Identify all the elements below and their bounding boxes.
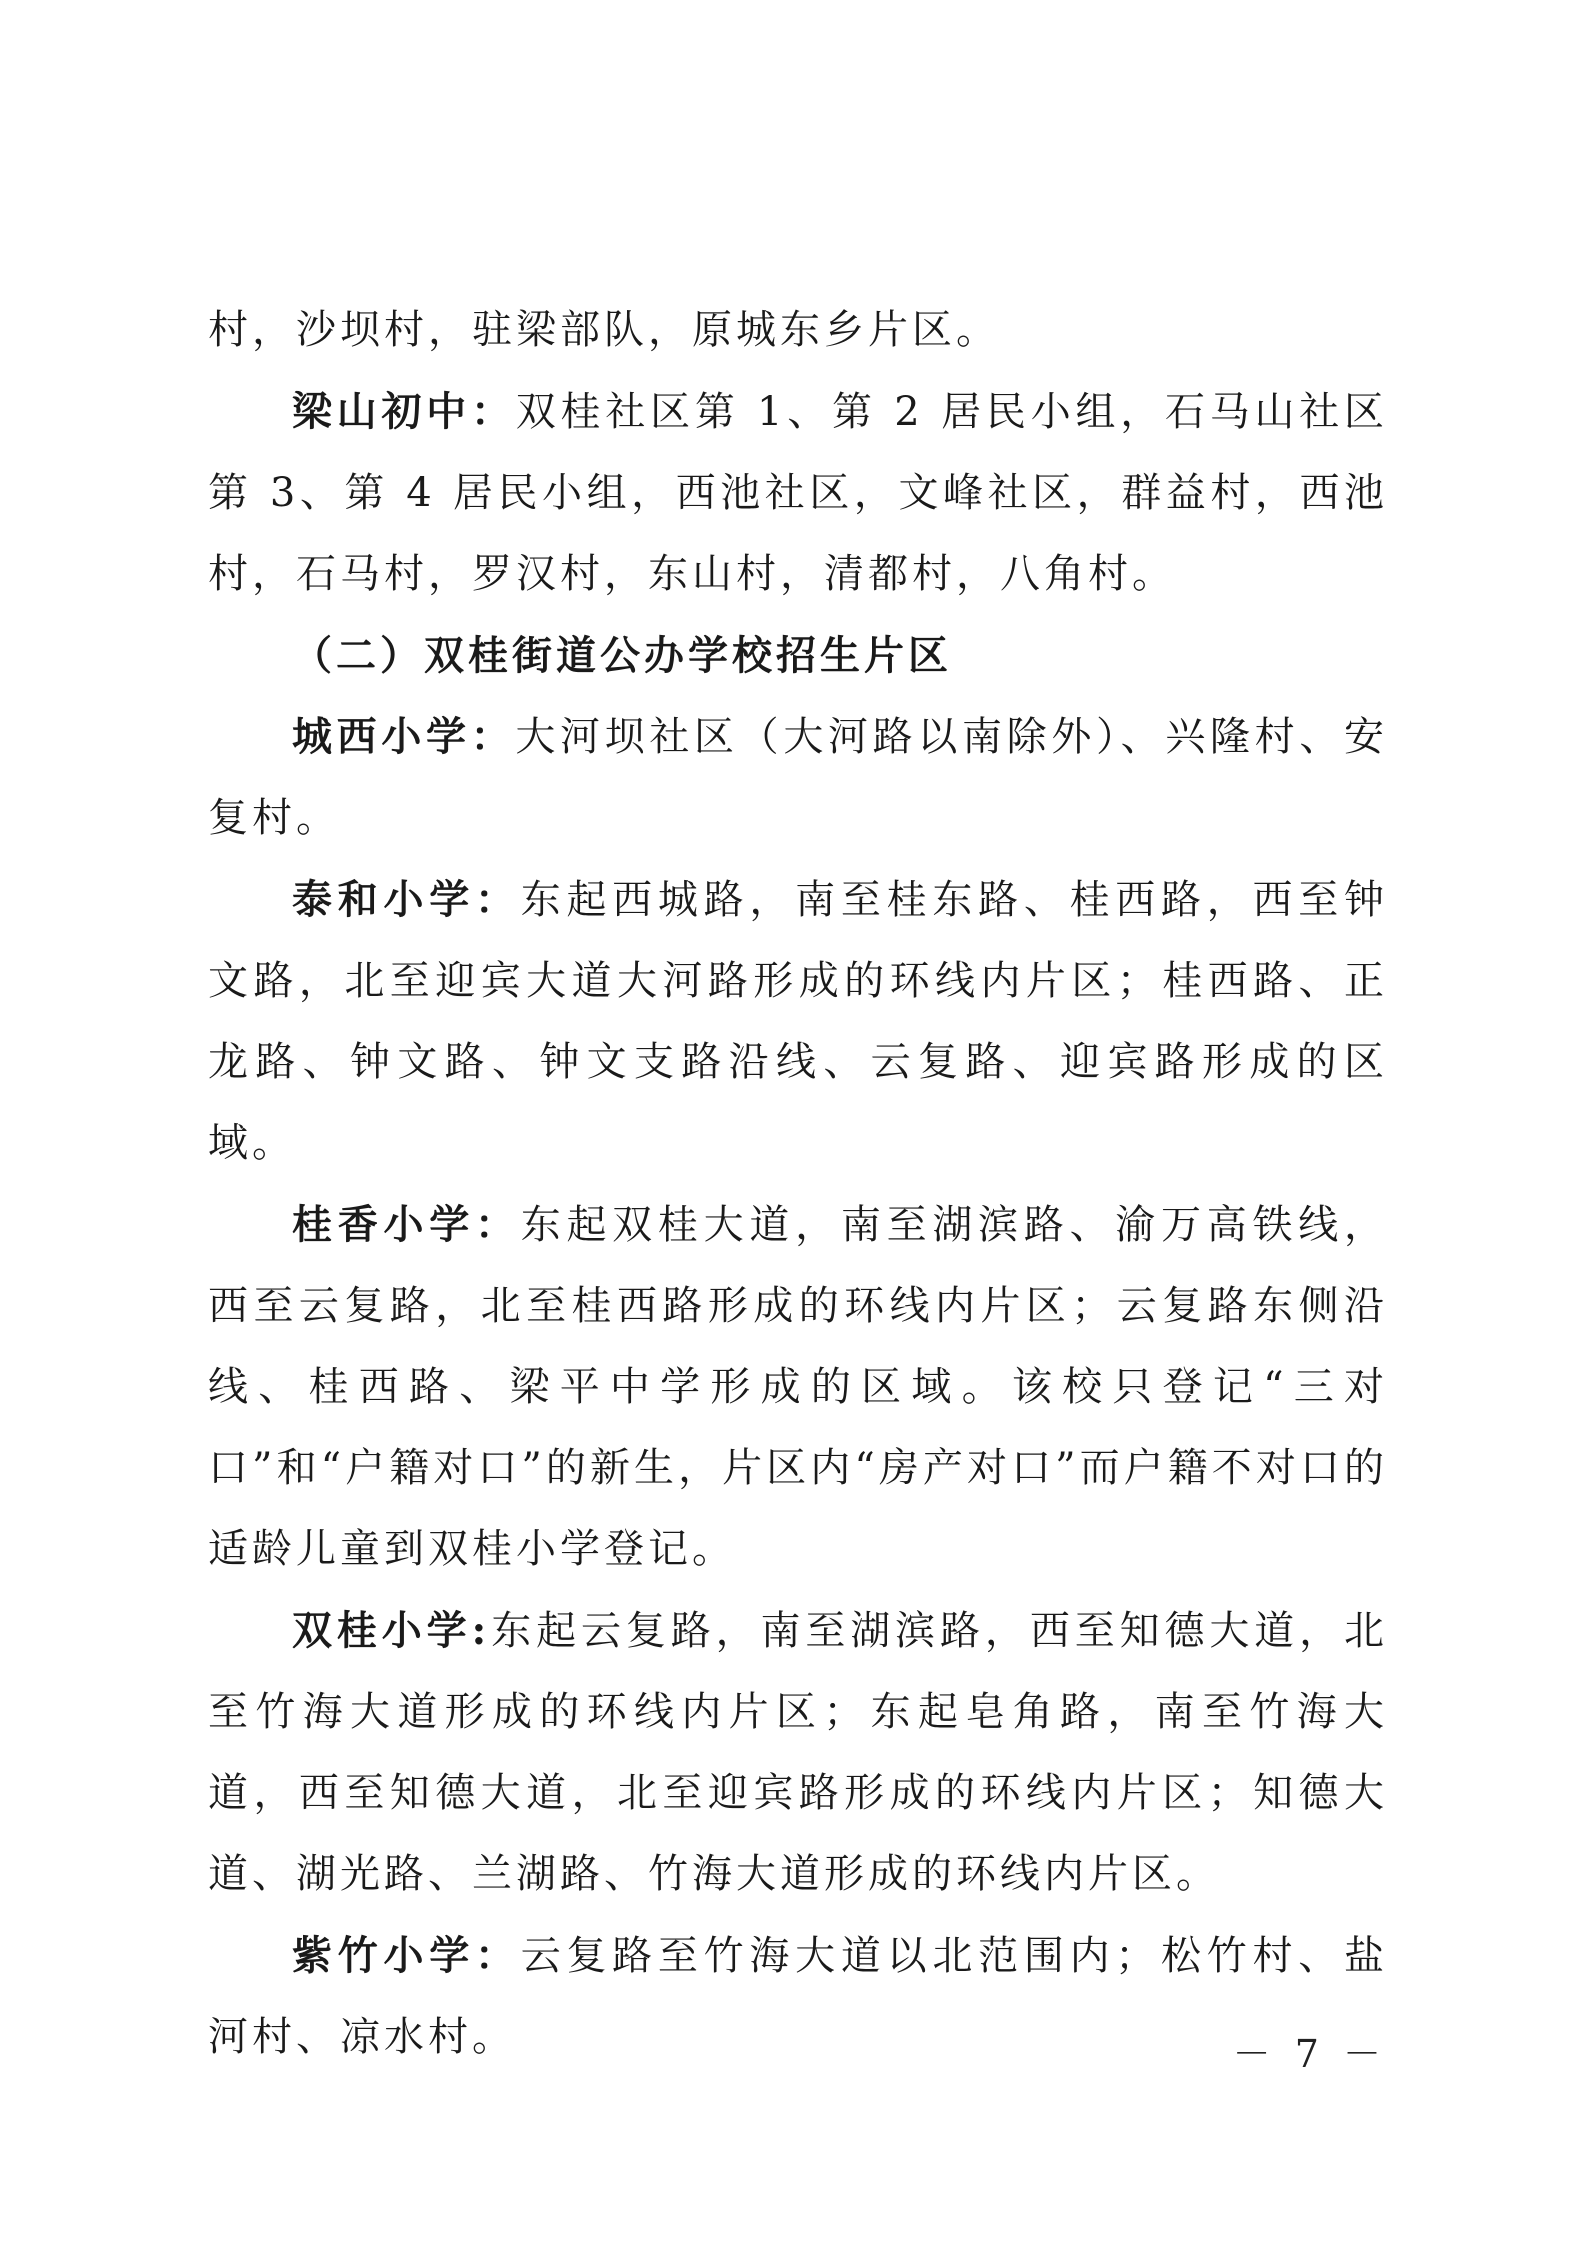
paragraph-text: 大河坝社区（大河路以南除外）、兴隆村、安复村。 — [208, 714, 1389, 841]
paragraph-chengxi-primary — [208, 696, 1388, 859]
paragraph-continuation — [208, 290, 1388, 371]
school-name: 梁山初中： — [292, 388, 516, 435]
section-heading-text: （二）双桂街道公办学校招生片区 — [292, 632, 952, 679]
paragraph-shuanggui-primary — [208, 1590, 1388, 1915]
document-body — [208, 290, 1388, 2078]
paragraph-text: 云复路至竹海大道以北范围内；松竹村、盐河村、凉水村。 — [208, 1933, 1389, 2060]
school-name: 紫竹小学： — [292, 1932, 521, 1979]
school-name: 双桂小学: — [292, 1607, 491, 1654]
paragraph-zizhu-primary — [208, 1915, 1388, 2078]
paragraph-text: 东起双桂大道，南至湖滨路、渝万高铁线，西至云复路，北至桂西路形成的环线内片区；云复路东侧沿线、桂西路、梁平中学形成的区域。该校只登记“三对口”和“户籍对口”的新生，片区内“房产对口”而户籍不对口的适龄儿童到双桂小学登记。 — [208, 1202, 1389, 1572]
paragraph-taihe-primary — [208, 859, 1388, 1184]
paragraph-text: 东起云复路，南至湖滨路，西至知德大道，北至竹海大道形成的环线内片区；东起皂角路，南至竹海大道，西至知德大道，北至迎宾路形成的环线内片区；知德大道、湖光路、兰湖路、竹海大道形成的环线内片区。 — [208, 1608, 1389, 1897]
paragraph-liangshan-middle-school — [208, 371, 1388, 615]
page-number: － 7 － — [1232, 2032, 1387, 2076]
school-name: 泰和小学： — [292, 876, 521, 923]
section-heading — [208, 615, 1388, 696]
school-name: 桂香小学： — [292, 1201, 521, 1248]
paragraph-guixiang-primary — [208, 1184, 1388, 1590]
paragraph-text: 东起西城路，南至桂东路、桂西路，西至钟文路，北至迎宾大道大河路形成的环线内片区；桂西路、正龙路、钟文路、钟文支路沿线、云复路、迎宾路形成的区域。 — [208, 877, 1389, 1166]
paragraph-text: 村，沙坝村，驻梁部队，原城东乡片区。 — [208, 307, 1000, 353]
paragraph-text: 双桂社区第 1、第 2 居民小组，石马山社区第 3、第 4 居民小组，西池社区，文峰社区，群益村，西池村，石马村，罗汉村，东山村，清都村，八角村。 — [208, 389, 1389, 597]
school-name: 城西小学： — [292, 713, 516, 760]
